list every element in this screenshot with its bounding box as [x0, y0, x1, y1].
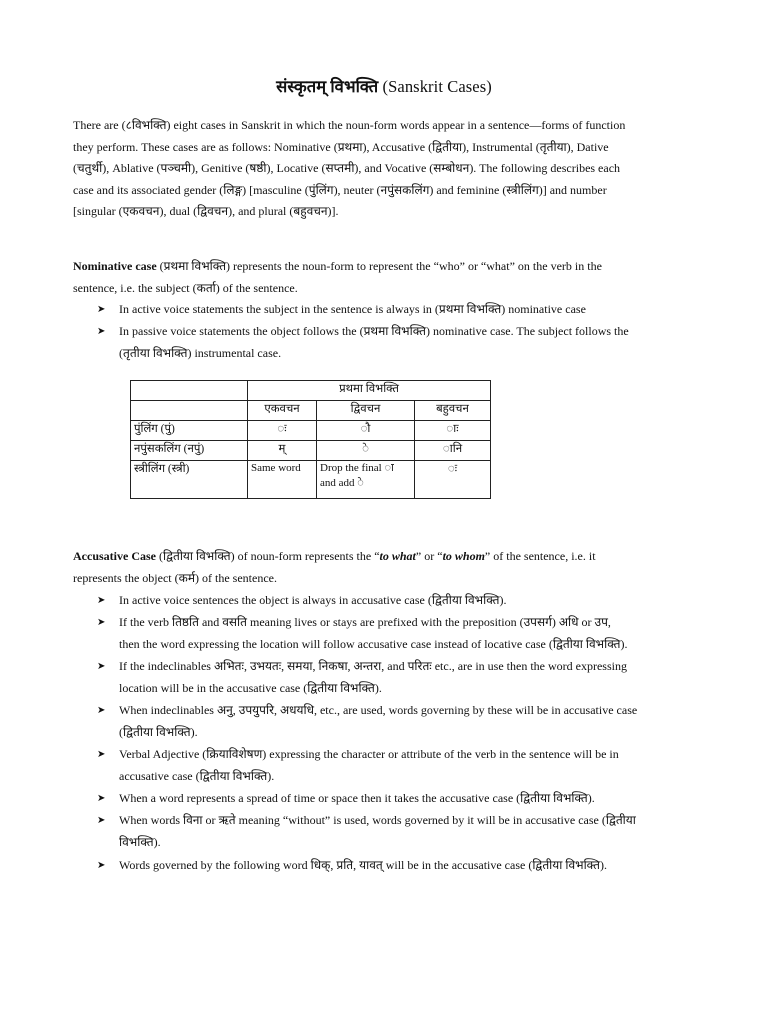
page-title — [0, 74, 768, 97]
bullet-line: When indeclinables अनु, उपयुपरि, अधयधि, etc., are used, words governing by these will be in accusative case — [119, 703, 638, 717]
table-column-header: बहुवचन — [415, 401, 491, 421]
accusative-line — [73, 546, 705, 568]
table-column-header: एकवचन — [248, 401, 317, 421]
accusative-paragraph — [73, 546, 705, 589]
table-row-label: पुंलिंग (पुं) — [131, 421, 248, 441]
accusative-line: represents the object (कर्म) of the sentence. — [73, 570, 277, 585]
table-cell: ः — [248, 421, 317, 441]
table-cell: े — [317, 441, 415, 461]
table-empty-cell — [131, 401, 248, 421]
table-corner-cell — [131, 381, 248, 401]
arrow-bullet-icon: ➤ — [97, 793, 106, 804]
bullet-line: (द्वितीया विभक्ति). — [119, 724, 198, 739]
accusative-emph: to whom — [442, 549, 485, 563]
arrow-bullet-icon: ➤ — [97, 661, 106, 672]
bullet-line: then the word expressing the location will follow accusative case instead of locative case (द्वितीया विभक्ति). — [119, 636, 628, 651]
accusative-text: ” of the sentence, i.e. it — [484, 549, 596, 563]
bullet-line: In active voice statements the subject in the sentence is always in (प्रथमा विभक्ति) nominative case — [119, 302, 586, 316]
bullet-line: If the indeclinables अभितः, उभयतः, समया, निकषा, अन्तरा, and परितः etc., are in use then the word expressing — [119, 659, 627, 673]
arrow-bullet-icon: ➤ — [97, 617, 106, 628]
nominative-text: (प्रथमा विभक्ति) represents the noun-form to represent the “who” or “what” on the verb in the — [156, 259, 602, 273]
arrow-bullet-icon: ➤ — [97, 749, 106, 760]
table-cell: ौ — [317, 421, 415, 441]
arrow-bullet-icon: ➤ — [97, 815, 106, 826]
table-cell: ानि — [415, 441, 491, 461]
table-cell: Drop the final ा and add े — [317, 461, 415, 499]
accusative-emph: to what — [379, 549, 416, 563]
intro-line: they perform. These cases are as follows: Nominative (प्रथमा), Accusative (द्वितीया), Instrumental (तृतीया), Dative — [73, 139, 609, 154]
nominative-line — [73, 256, 705, 278]
table-cell: ाः — [415, 421, 491, 441]
table-cell: म् — [248, 441, 317, 461]
arrow-bullet-icon: ➤ — [97, 595, 106, 606]
bullet-line: When a word represents a spread of time or space then it takes the accusative case (द्वितीया विभक्ति). — [119, 791, 595, 805]
table-header: प्रथमा विभक्ति — [248, 381, 491, 401]
nominative-paragraph — [73, 256, 705, 299]
intro-line: [singular (एकवचन), dual (द्विवचन), and plural (बहुवचन)]. — [73, 204, 339, 218]
title-latin: (Sanskrit Cases) — [382, 77, 492, 96]
table-column-header: द्विवचन — [317, 401, 415, 421]
bullet-line: When words विना or ऋते meaning “without” is used, words governed by it will be in accusative case (द्वितीया — [119, 813, 636, 827]
title-devanagari: संस्कृतम् विभक्ति — [276, 77, 379, 96]
bullet-line: If the verb तिष्ठति and वसति meaning lives or stays are prefixed with the preposition (उपसर्ग) अधि or उप, — [119, 615, 611, 629]
accusative-text: (द्वितीया विभक्ति) of noun-form represents the “ — [155, 549, 380, 563]
bullet-line: (तृतीया विभक्ति) instrumental case. — [119, 345, 282, 360]
arrow-bullet-icon: ➤ — [97, 860, 106, 871]
table-cell: Same word — [248, 461, 317, 499]
accusative-text: ” or “ — [415, 549, 443, 563]
case-endings-table — [130, 380, 491, 499]
intro-paragraph — [73, 115, 705, 223]
accusative-heading: Accusative Case — [73, 549, 156, 563]
nominative-heading: Nominative case — [73, 259, 157, 273]
intro-line: There are (८विभक्ति) eight cases in Sanskrit in which the noun-form words appear in a sentence—forms of function — [73, 118, 626, 132]
intro-line: (चतुर्थी), Ablative (पञ्चमी), Genitive (षष्ठी), Locative (सप्तमी), and Vocative (सम्बोधन). The following describes each — [73, 161, 621, 175]
bullet-line: Verbal Adjective (क्रियाविशेषण) expressing the character or attribute of the verb in the sentence will be in — [119, 747, 619, 761]
arrow-bullet-icon: ➤ — [97, 705, 106, 716]
table-row-label: नपुंसकलिंग (नपुं) — [131, 441, 248, 461]
arrow-bullet-icon: ➤ — [97, 304, 106, 315]
bullet-line: विभक्ति). — [119, 834, 161, 849]
bullet-line: Words governed by the following word धिक्, प्रति, यावत् will be in the accusative case (द्वितीया विभक्ति). — [119, 858, 607, 872]
bullet-line: accusative case (द्वितीया विभक्ति). — [119, 768, 275, 783]
table-row-label: स्त्रीलिंग (स्त्री) — [131, 461, 248, 499]
table-cell: ः — [415, 461, 491, 499]
arrow-bullet-icon: ➤ — [97, 326, 106, 337]
nominative-line: sentence, i.e. the subject (कर्ता) of the sentence. — [73, 280, 298, 295]
bullet-line: In passive voice statements the object follows the (प्रथमा विभक्ति) nominative case. The subject follows the — [119, 324, 629, 338]
intro-line: case and its associated gender (लिङ्ग) [masculine (पुंलिंग), neuter (नपुंसकलिंग) and feminine (स्त्रीलिंग)] and number — [73, 182, 607, 197]
bullet-line: In active voice sentences the object is always in accusative case (द्वितीया विभक्ति). — [119, 593, 507, 607]
bullet-line: location will be in the accusative case (द्वितीया विभक्ति). — [119, 680, 382, 695]
